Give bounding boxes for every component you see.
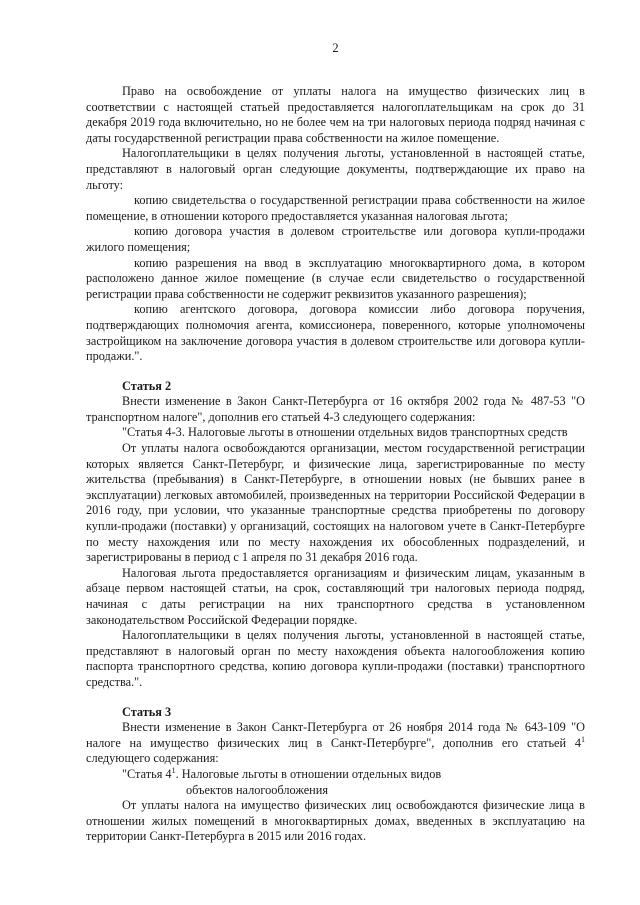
article-3-intro [86, 720, 585, 767]
article-3-title-text: "Статья 4 [122, 766, 172, 781]
article-2-intro: Внести изменение в Закон Санкт-Петербурга от 16 октября 2002 года № 487-53 "О транспортном налоге", дополнив его статьей 4-3 следующего содержания: [86, 394, 585, 424]
paragraph: Налоговая льгота предоставляется организациям и физическим лицам, указанным в абзаце первом настоящей статьи, на срок, составляющий три налоговых периода подряд, начиная с даты регистрации на них транспортного средства в установленном законодательством Российской Федерации порядке. [86, 565, 585, 627]
paragraph: копию агентского договора, договора комиссии либо договора поручения, подтверждающих полномочия агента, комиссионера, поверенного, которые уполномочены застройщиком на заключение договора участия в долевом строительстве или договора купли-продажи.". [86, 302, 585, 364]
superscript: 1 [581, 734, 585, 744]
article-3-intro-text: Внести изменение в Закон Санкт-Петербурга от 26 ноября 2014 года № 643-109 "О налоге на имущество физических лиц в Санкт-Петербурге", дополнив его статьей 4 [86, 720, 585, 750]
paragraph: От уплаты налога освобождаются организации, местом государственной регистрации которых является Санкт-Петербург, и физические лица, зарегистрированные по месту жительства (пребывания) в Санкт-Петербурге, в отношении новых (не бывших ранее в эксплуатации) легковых автомобилей, произведенных на территории Российской Федерации в 2016 году, при условии, что указанные транспортные средства приобретены по договору купли-продажи (поставки) у организаций, состоящих на налоговом учете в Санкт-Петербурге по месту нахождения или по месту нахождения их обособленных подразделений, и зарегистрированы в период с 1 апреля по 31 декабря 2016 года. [86, 441, 585, 565]
superscript: 1 [171, 765, 176, 775]
article-3-title-tail: . Налоговые льготы в отношении отдельных видов [175, 766, 442, 781]
article-2-heading: Статья 2 [122, 378, 172, 393]
article-2-title: "Статья 4-3. Налоговые льготы в отношении отдельных видов транспортных средств [122, 425, 568, 440]
article-3-title-line2: объектов налогообложения [186, 782, 328, 797]
article-3-intro-tail: следующего содержания: [86, 751, 219, 766]
article-3-heading: Статья 3 [122, 704, 172, 719]
paragraph: Право на освобождение от уплаты налога на имущество физических лиц в соответствии с настоящей статьей предоставляется налогоплательщикам на срок до 31 декабря 2019 года включительно, но не более чем на три налоговых периода подряд начиная с даты государственной регистрации права собственности на жилое помещение. [86, 84, 585, 145]
paragraph: Налогоплательщики в целях получения льготы, установленной в настоящей статье, представляют в налоговый орган по месту нахождения объекта налогообложения копию паспорта транспортного средства, копию договора купли-продажи (поставки) транспортного средства.". [86, 628, 585, 689]
paragraph: Налогоплательщики в целях получения льготы, установленной в настоящей статье, представляют в налоговый орган следующие документы, подтверждающие их право на льготу: [86, 146, 585, 192]
document-body [86, 84, 585, 845]
paragraph: копию разрешения на ввод в эксплуатацию многоквартирного дома, в котором расположено данное жилое помещение (в случае если свидетельство о государственной регистрации права собственности не содержит реквизитов указанного разрешения); [86, 255, 585, 301]
document-page [86, 0, 585, 905]
page-number: 2 [332, 41, 339, 55]
article-3-title [86, 767, 585, 783]
paragraph: копию договора участия в долевом строительстве или договора купли-продажи жилого помещения; [86, 224, 585, 254]
paragraph: От уплаты налога на имущество физических лиц освобождаются физические лица в отношении жилых помещений в многоквартирных домах, введенных в эксплуатацию на территории Санкт-Петербурга в 2015 или 2016 годах. [86, 798, 585, 844]
paragraph: копию свидетельства о государственной регистрации права собственности на жилое помещение, в отношении которого предоставляется указанная налоговая льгота; [86, 193, 585, 223]
